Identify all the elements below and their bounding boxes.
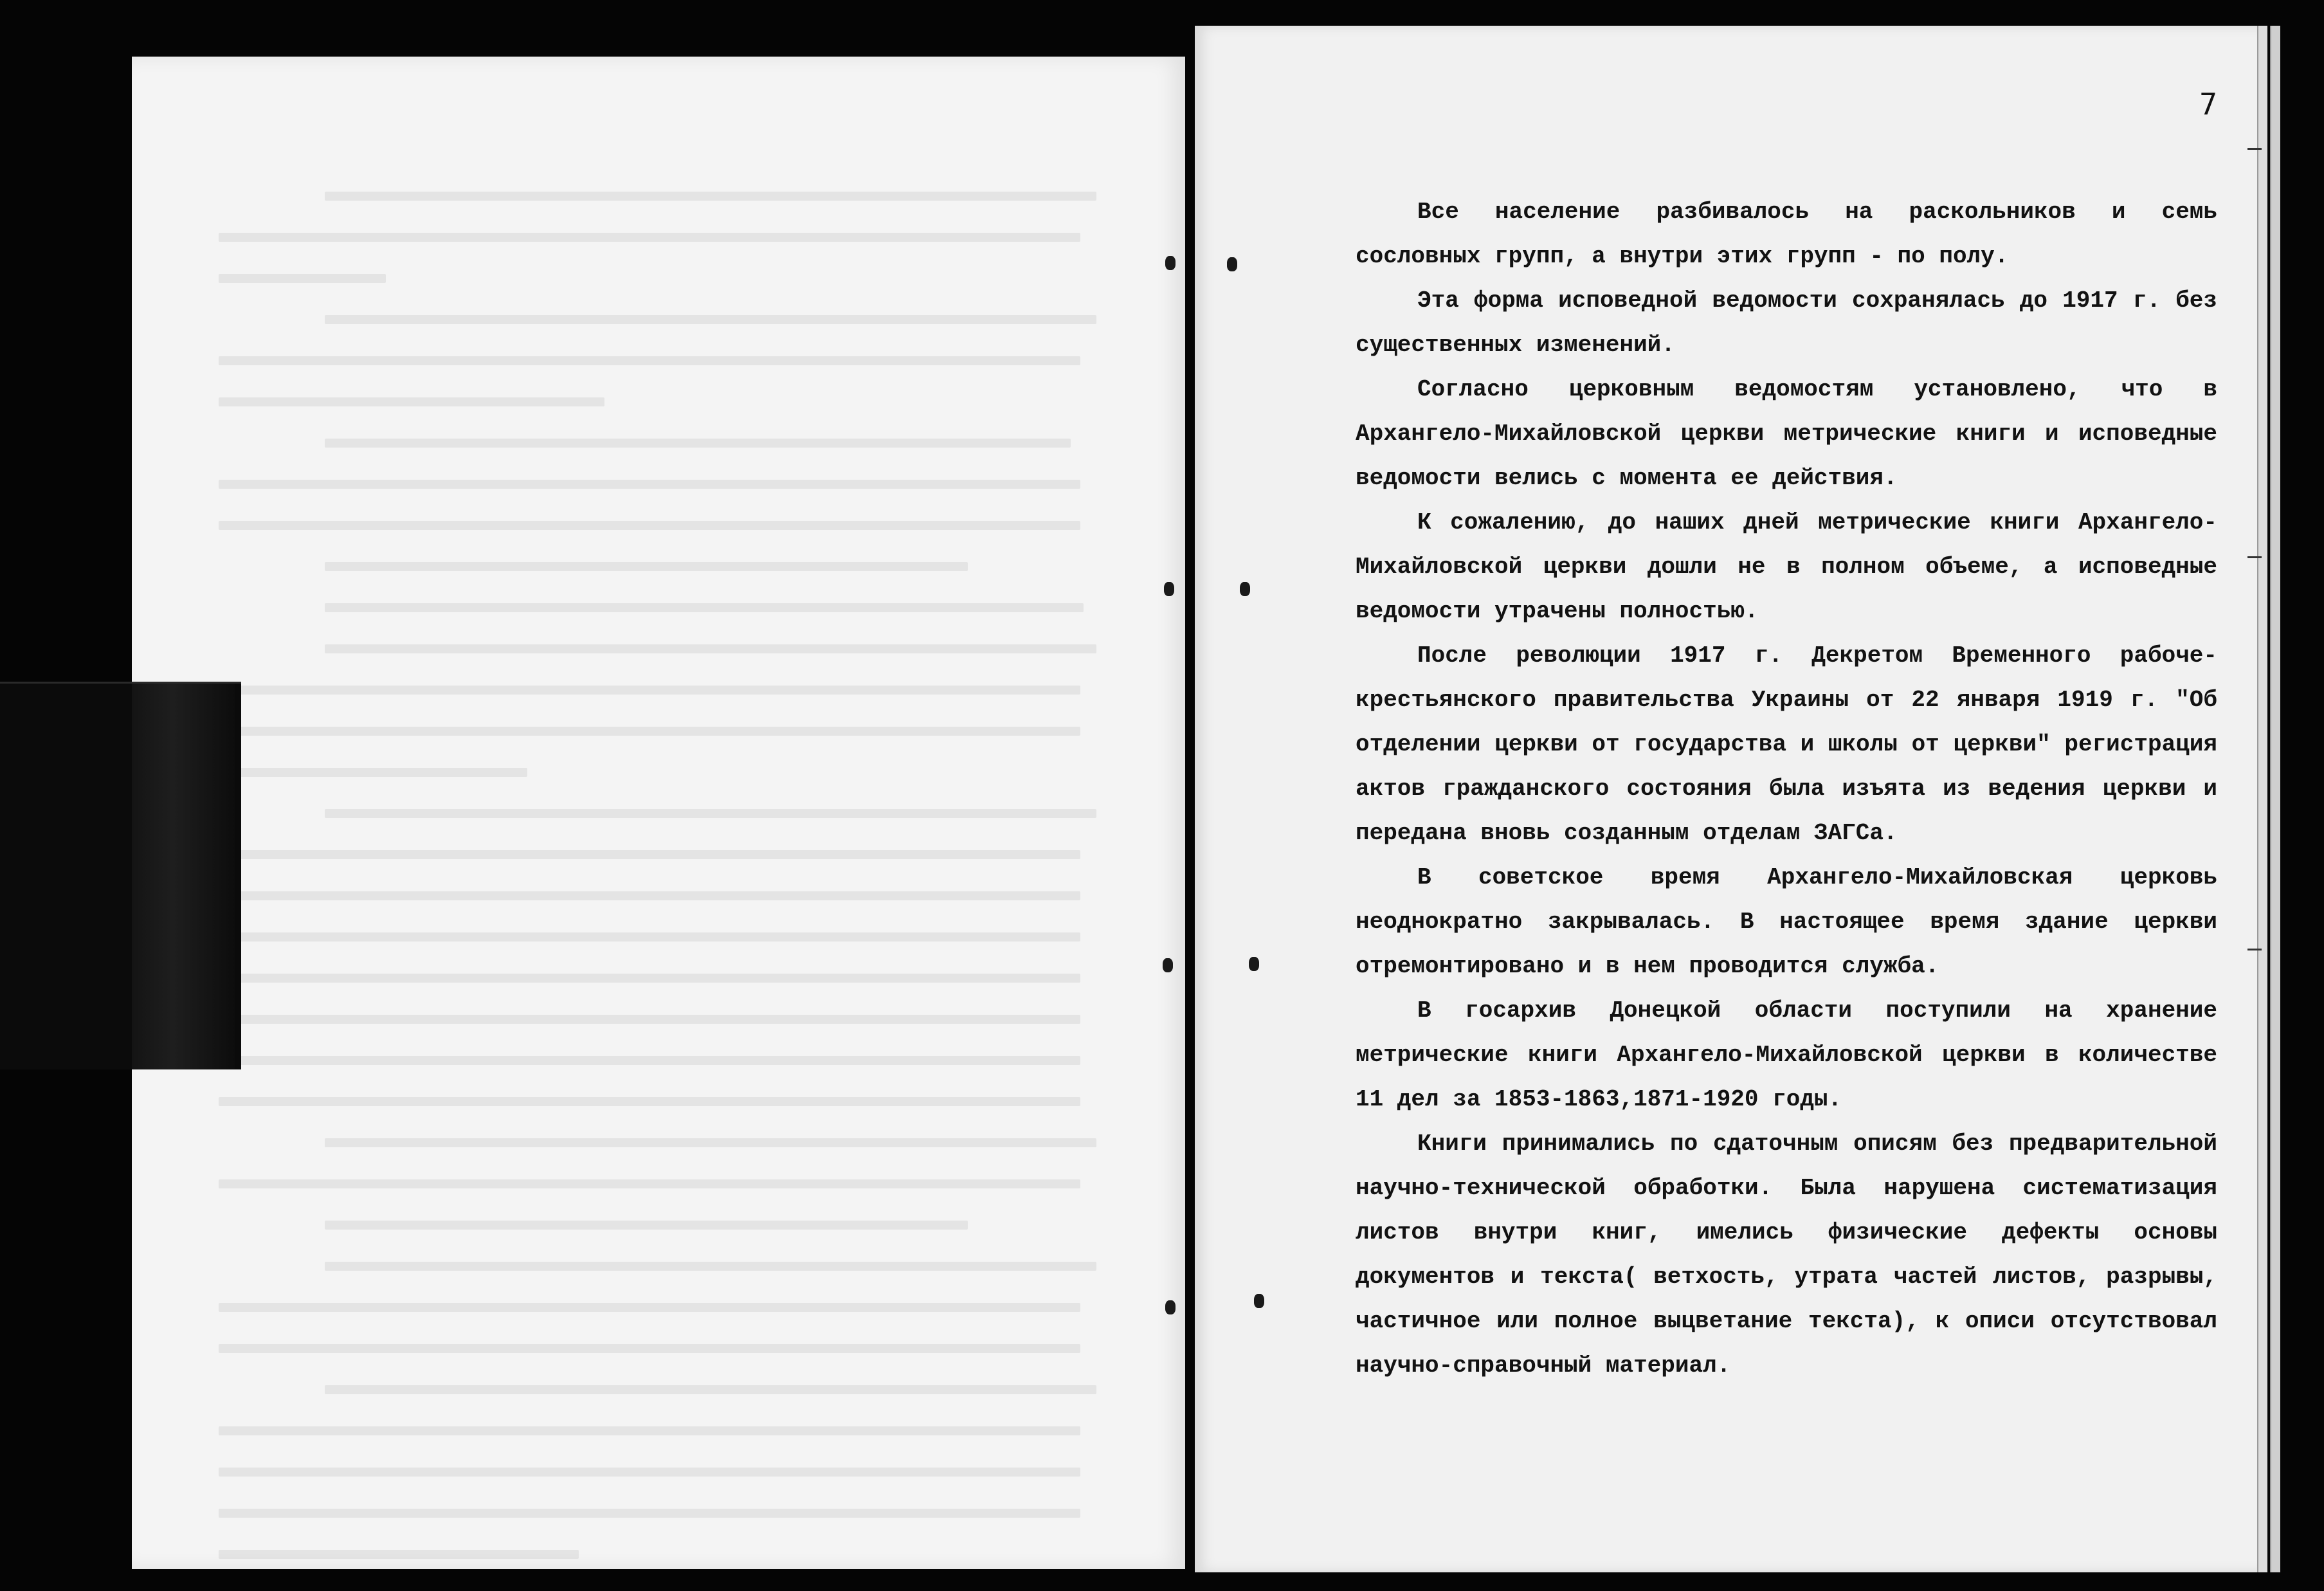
ghost-text-line [219,768,527,777]
page-edge [2270,26,2280,1572]
ghost-text-line [219,1426,1080,1435]
ghost-text-line [219,891,1080,900]
ghost-text-line [219,1015,1080,1024]
ghost-text-line [219,356,1080,365]
paragraph: Согласно церковным ведомостям установлено, что в Архангело-Михайловской церкви метрические книги и исповедные ведомости велись с момента ее действия. [1356,376,2217,491]
punch-hole [1249,957,1259,971]
punch-hole [1164,582,1174,596]
punch-hole [1254,1294,1264,1308]
ghost-text-line [325,603,1084,612]
ghost-text-line [325,644,1096,653]
punch-hole [1165,256,1176,270]
ghost-text-line [219,1179,1080,1188]
right-page [1195,26,2262,1572]
page-number: 7 [2199,87,2217,122]
ghost-text-line [325,192,1096,201]
ghost-text-line [219,1550,579,1559]
edge-mark [2247,556,2262,558]
paragraph: Книги принимались по сдаточным описям без предварительной научно-технической обработки. Была нарушена систематизация листов внутри книг, имелись физические дефекты основы документов и текста( ветхость, утрата частей листов, разрывы, частичное или полное выцветание текста), к описи отсутствовал научно-справочный материал. [1356,1131,2217,1379]
ghost-text-line [219,686,1080,695]
ghost-text-line [219,1344,1080,1353]
ghost-text-line [325,1385,1096,1394]
ghost-text-line [219,1097,1080,1106]
punch-hole [1163,958,1173,972]
edge-mark [2247,148,2262,150]
ghost-text-line [219,1056,1080,1065]
paragraph: Все население разбивалось на раскольников и семь сословных групп, а внутри этих групп - по полу. [1356,199,2217,269]
punch-hole [1240,582,1250,596]
ghost-text-line [325,439,1071,448]
binder-clip-body [132,684,235,1069]
ghost-text-line [325,1262,1096,1271]
ghost-text-line [325,315,1096,324]
binder-clip [0,682,241,1069]
ghost-text-line [219,974,1080,983]
paragraph: После революции 1917 г. Декретом Временного рабоче-крестьянского правительства Украины от 22 января 1919 г. "Об отделении церкви от государства и школы от церкви" регистрация актов гражданского состояния была изъята из ведения церкви и передана вновь созданным отделам ЗАГСа. [1356,642,2217,846]
left-page-faded [132,57,1185,1569]
ghost-text-line [325,562,968,571]
ghost-text-line [325,1138,1096,1147]
page-edge [2257,26,2267,1572]
ghost-text-line [219,1468,1080,1477]
paragraph: В госархив Донецкой области поступили на хранение метрические книги Архангело-Михайловской церкви в количестве 11 дел за 1853-1863,1871-1920 годы. [1356,997,2217,1113]
ghost-text-line [325,1221,968,1230]
punch-hole [1165,1300,1176,1314]
ghost-text-line [219,932,1080,941]
page-text [1356,190,2217,1388]
punch-hole [1227,257,1237,271]
ghost-text-line [219,727,1080,736]
ghost-text-line [219,1303,1080,1312]
ghost-text-line [219,233,1080,242]
ghost-text-line [219,850,1080,859]
edge-mark [2247,949,2262,950]
ghost-text-line [325,809,1096,818]
ghost-text-line [219,521,1080,530]
ghost-text-line [219,274,386,283]
ghost-text-line [219,1509,1080,1518]
ghost-text-line [219,480,1080,489]
paragraph: Эта форма исповедной ведомости сохранялась до 1917 г. без существенных изменений. [1356,287,2217,358]
ghost-text-line [219,397,604,406]
paragraph: К сожалению, до наших дней метрические книги Архангело-Михайловской церкви дошли не в полном объеме, а исповедные ведомости утрачены полностью. [1356,509,2217,624]
paragraph: В советское время Архангело-Михайловская церковь неоднократно закрывалась. В настоящее время здание церкви отремонтировано и в нем проводится служба. [1356,864,2217,979]
